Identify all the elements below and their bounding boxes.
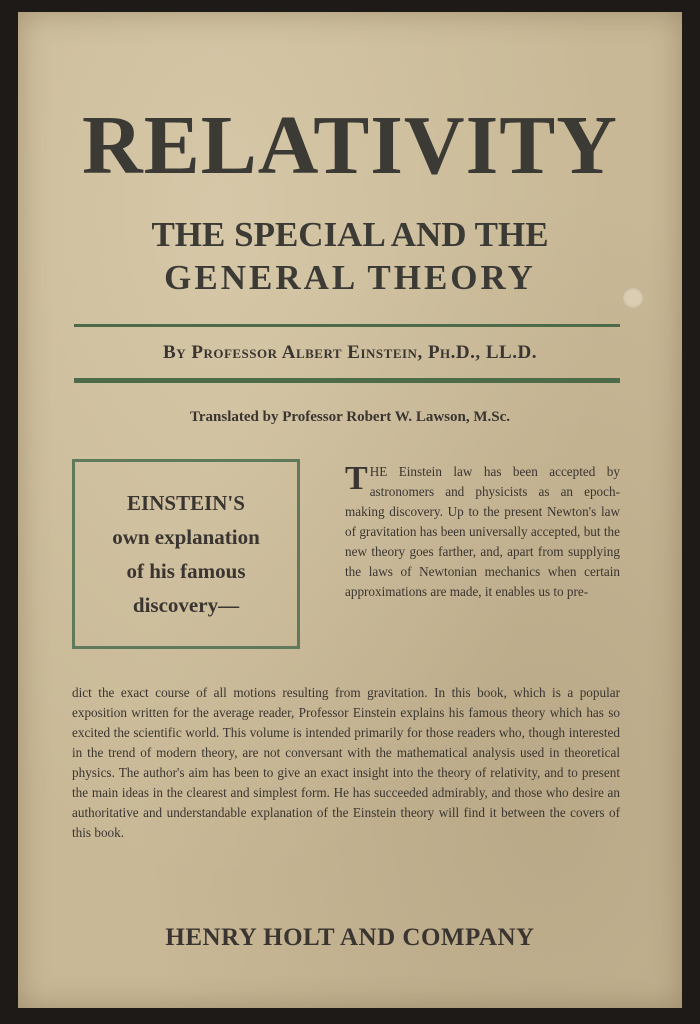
blurb-right-column: [345, 462, 620, 602]
highlight-line-3: of his famous: [126, 559, 246, 583]
highlight-line-2: own explanation: [112, 525, 260, 549]
divider-thick: [74, 378, 620, 383]
blurb-full-width: dict the exact course of all motions resulting from gravitation. In this book, which is a popular exposition written for the average reader, Professor Einstein explains his famous theory which has so excited the scientific world. This volume is intended primarily for those readers who, though interested in the trend of modern theory, are not conversant with the mathematical analysis used in theoretical physics. The author's aim has been to give an exact insight into the theory of relativity, and to present the main ideas in the clearest and simplest form. He has succeeded admirably, and those who desire an authoritative and understandable explanation of the Einstein theory will find it between the covers of this book.: [72, 685, 620, 840]
blurb-right-text: HE Einstein law has been accepted by astronomers and physicists as an epoch-making discovery. Up to the present Newton's law of gravitation has been universally accepted, but the new theory goes farther, and, apart from supplying the laws of Newtonian mechanics when certain approximations are made, it enables us to pre-: [345, 464, 620, 599]
drop-cap: T: [345, 460, 368, 497]
highlight-box: [72, 459, 300, 649]
divider-thin: [74, 324, 620, 327]
highlight-line-4: discovery—: [132, 593, 240, 617]
book-cover: [18, 12, 682, 1008]
paper-hole: [622, 287, 644, 309]
highlight-line-1: EINSTEIN'S: [127, 491, 245, 515]
translator-credit: Translated by Professor Robert W. Lawson, M.Sc.: [189, 409, 510, 425]
publisher-name: HENRY HOLT AND COMPANY: [165, 924, 535, 951]
author-byline: By Professor Albert Einstein, Ph.D., LL.D.: [163, 342, 537, 363]
subtitle-line-2: GENERAL THEORY: [164, 258, 536, 297]
subtitle-line-1: THE SPECIAL AND THE: [151, 215, 549, 254]
book-title: RELATIVITY: [82, 99, 618, 192]
highlight-text: [112, 486, 260, 622]
